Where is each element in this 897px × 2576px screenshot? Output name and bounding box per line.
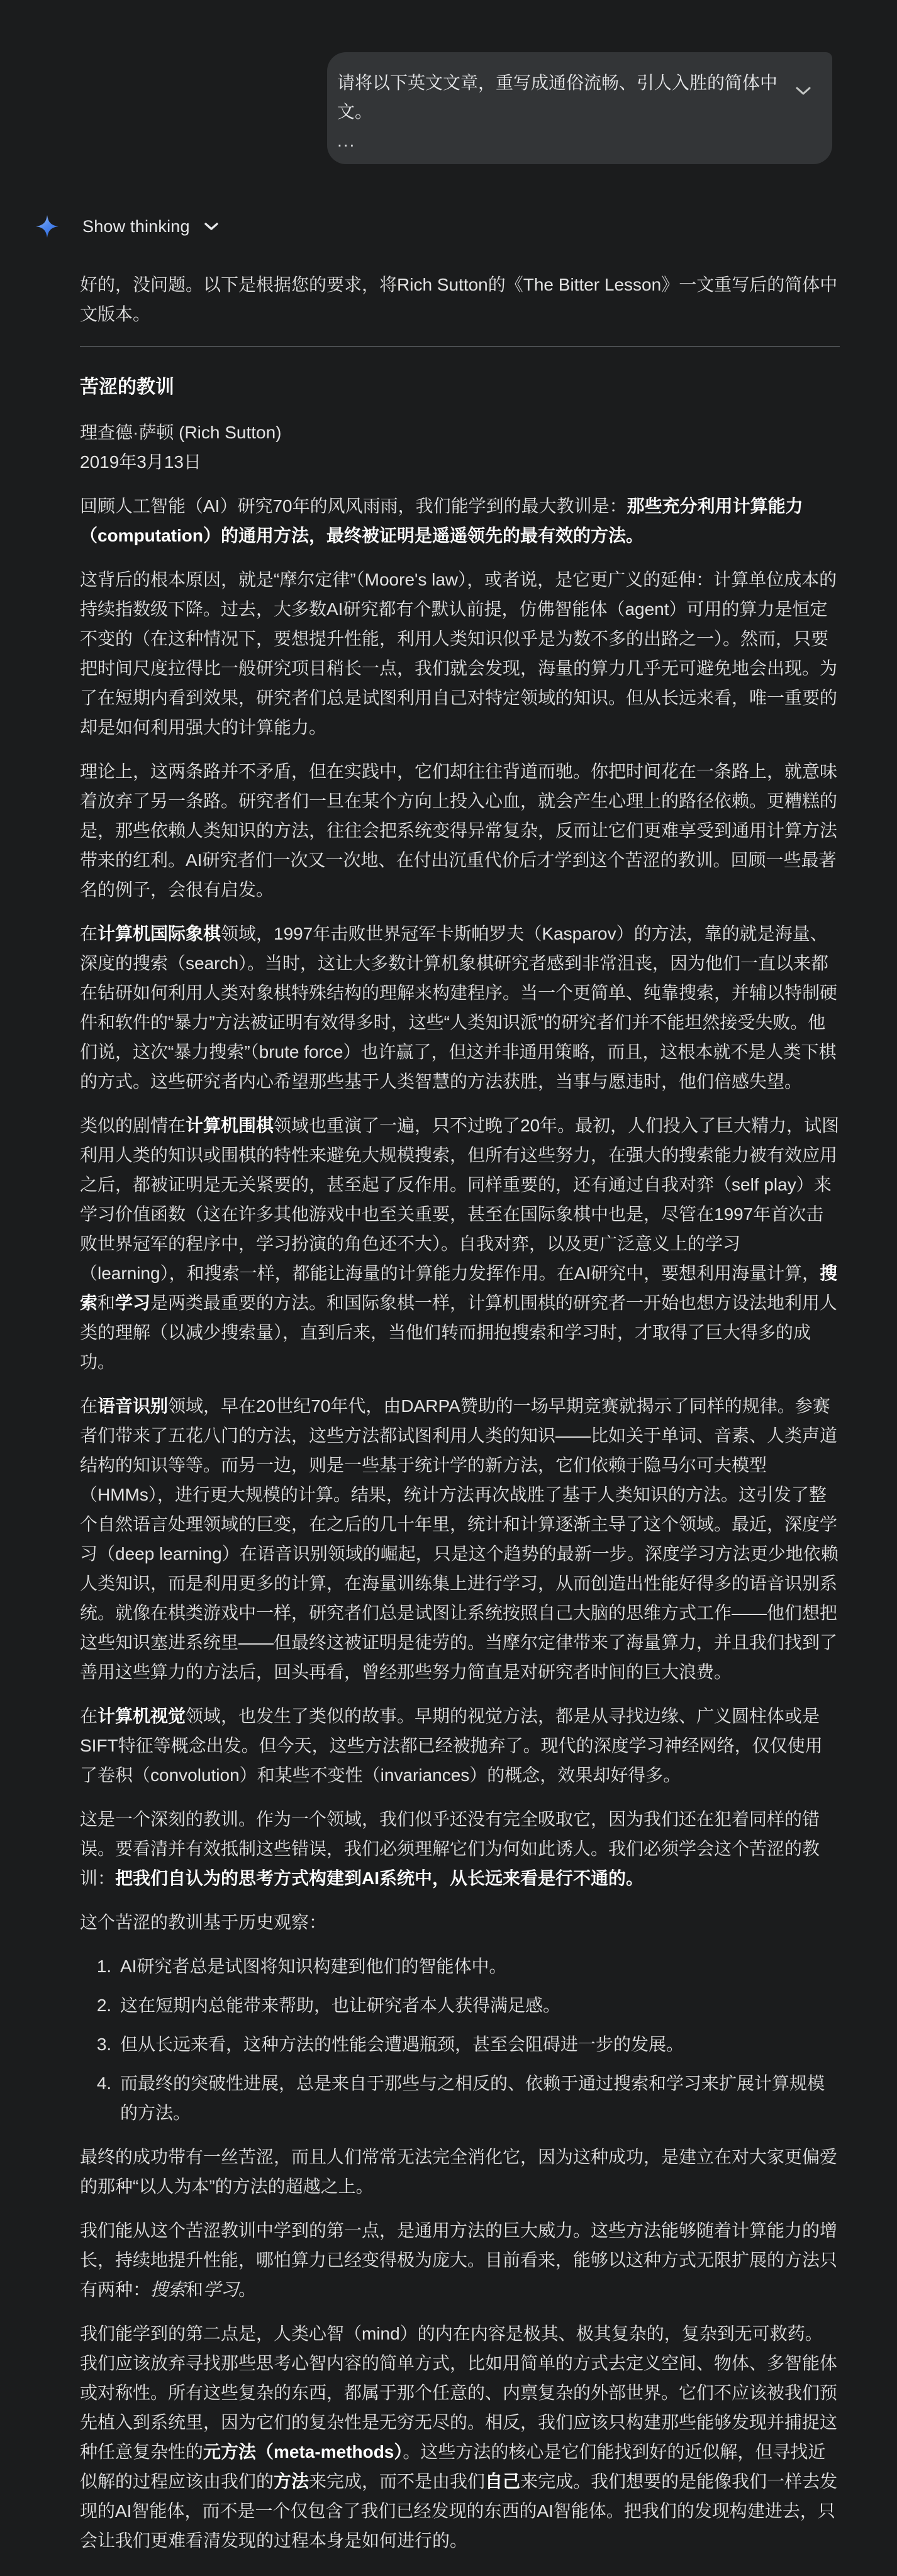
paragraph bbox=[80, 919, 840, 1096]
text-run: 和 bbox=[98, 1293, 116, 1313]
text-run: 领域，早在20世纪70年代，由DARPA赞助的一场早期竞赛就揭示了同样的规律。参赛者们带来了五花八门的方法，这些方法都试图利用人类的知识——比如关于单词、音素、人类声道结构的知识等等。而另一边，则是一些基于统计学的新方法，它们依赖于隐马尔可夫模型（HMMs），进行更大规模的计算。结果，统计方法再次战胜了基于人类知识的方法。这引发了整个自然语言处理领域的巨变，在之后的几十年里，统计和计算逐渐主导了这个领域。最近，深度学习（deep learning）在语音识别领域的崛起，只是这个趋势的最新一步。深度学习方法更少地依赖人类知识，而是利用更多的计算，在海量训练集上进行学习，从而创造出性能好得多的语音识别系统。就像在棋类游戏中一样，研究者们总是试图让系统按照自己大脑的思维方式工作——他们想把这些知识塞进系统里——但最终这被证明是徒劳的。当摩尔定律带来了海量算力，并且我们找到了善用这些算力的方法后，回头再看，曾经那些努力简直是对研究者时间的巨大浪费。 bbox=[80, 1396, 838, 1682]
show-thinking-toggle[interactable] bbox=[58, 217, 219, 236]
text-run: 。 bbox=[238, 2280, 257, 2299]
observations-list bbox=[80, 1951, 840, 2128]
italic-text: 搜索 bbox=[150, 2280, 186, 2299]
text-run: 。这些方法的核心是它们能找到好的近似解，但寻找近似解的过程应该由我们的 bbox=[80, 2442, 826, 2491]
paragraph bbox=[80, 757, 840, 904]
section-divider bbox=[80, 346, 840, 347]
italic-text: 学习 bbox=[203, 2280, 239, 2299]
bold-text: 苦涩的教训 bbox=[80, 377, 174, 397]
text-run: 好的，没问题。以下是根据您的要求，将Rich Sutton的《The Bitter Lesson》一文重写后的简体中文版本。 bbox=[80, 275, 838, 324]
text-run: 领域，1997年击败世界冠军卡斯帕罗夫（Kasparov）的方法，靠的就是海量、深度的搜索（search）。当时，这让大多数计算机象棋研究者感到非常沮丧，因为他们一直以来都在钻研如何利用人类对象棋特殊结构的理解来构建程序。当一个更简单、纯靠搜索，并辅以特制硬件和软件的“暴力”方法被证明有效得多时，这些“人类知识派”的研究者们并不能坦然接受失败。他们说，这次“暴力搜索”（brute force）也许赢了，但这并非通用策略，而且，这根本就不是人类下棋的方式。这些研究者内心希望那些基于人类智慧的方法获胜，当事与愿违时，他们倍感失望。 bbox=[80, 924, 838, 1091]
article-author: 理查德·萨顿 (Rich Sutton) bbox=[80, 423, 282, 442]
bold-text: 那些充分利用计算能力（computation）的通用方法，最终被证明是遥遥领先的最有效的方法。 bbox=[80, 496, 803, 545]
text-run: 在 bbox=[80, 1706, 98, 1726]
article-byline bbox=[80, 418, 840, 477]
text-run: 我们能从这个苦涩教训中学到的第一点，是通用方法的巨大威力。这些方法能够随着计算能力的增长，持续地提升性能，哪怕算力已经变得极为庞大。目前看来，能够以这种方式无限扩展的方法只有两种： bbox=[80, 2221, 838, 2299]
paragraph bbox=[80, 1391, 840, 1687]
text-run: 而最终的突破性进展，总是来自于那些与之相反的、依赖于通过搜索和学习来扩展计算规模的方法。 bbox=[120, 2074, 825, 2123]
bold-text: 方法 bbox=[274, 2472, 309, 2491]
paragraph bbox=[80, 2142, 840, 2201]
user-message-bubble[interactable] bbox=[327, 52, 832, 164]
bold-text: 学习 bbox=[115, 1293, 151, 1313]
text-run: 和 bbox=[186, 2280, 204, 2299]
list-item bbox=[116, 2029, 840, 2059]
bold-text: 把我们自认为的思考方式构建到AI系统中，从长远来看是行不通的。 bbox=[115, 1868, 644, 1888]
text-run: 在 bbox=[80, 924, 98, 943]
paragraph bbox=[80, 1907, 840, 1937]
text-run: 回顾人工智能（AI）研究70年的风风雨雨，我们能学到的最大教训是： bbox=[80, 496, 627, 516]
chevron-down-icon bbox=[795, 86, 811, 96]
show-thinking-label: Show thinking bbox=[82, 216, 190, 236]
bold-text: 自己 bbox=[485, 2472, 521, 2491]
text-run: 在 bbox=[80, 1396, 98, 1416]
text-run: 领域，也发生了类似的故事。早期的视觉方法，都是从寻找边缘、广义圆柱体或是SIFT特征等概念出发。但今天，这些方法都已经被抛弃了。现代的深度学习神经网络，仅仅使用了卷积（convolution）和某些不变性（invariances）的概念，效果却好得多。 bbox=[80, 1706, 823, 1785]
paragraph bbox=[80, 1701, 840, 1790]
user-message-text: 请将以下英文文章，重写成通俗流畅、引人入胜的简体中文。 bbox=[337, 73, 778, 121]
text-run: 来完成，而不是由我们 bbox=[309, 2472, 486, 2491]
bold-text: 元方法（meta-methods） bbox=[203, 2442, 403, 2462]
text-run: 这在短期内总能带来帮助，也让研究者本人获得满足感。 bbox=[120, 1996, 561, 2015]
bold-text: 搜索 bbox=[80, 1263, 838, 1313]
gemini-sparkle-icon bbox=[36, 214, 58, 238]
text-run: 这是一个深刻的教训。作为一个领域，我们似乎还没有完全吸取它，因为我们还在犯着同样的错误。要看清并有效抵制这些错误，我们必须理解它们为何如此诱人。我们必须学会这个苦涩的教训： bbox=[80, 1809, 820, 1888]
text-run: 这个苦涩的教训基于历史观察： bbox=[80, 1913, 327, 1932]
text-run: 我们能学到的第二点是，人类心智（mind）的内在内容是极其、极其复杂的，复杂到无可救药。我们应该放弃寻找那些思考心智内容的简单方式，比如用简单的方式去定义空间、物体、多智能体或对称性。所有这些复杂的东西，都属于那个任意的、内禀复杂的外部世界。它们不应该被我们预先植入到系统里，因为它们的复杂性是无穷无尽的。相反，我们应该只构建那些能够发现并捕捉这种任意复杂性的 bbox=[80, 2324, 838, 2462]
text-run: 类似的剧情在 bbox=[80, 1116, 186, 1135]
model-response-header bbox=[0, 214, 897, 238]
list-item bbox=[116, 2068, 840, 2128]
list-item bbox=[116, 1990, 840, 2020]
article-title bbox=[80, 372, 840, 403]
chevron-down-icon bbox=[204, 222, 219, 231]
paragraph bbox=[80, 491, 840, 550]
paragraph bbox=[80, 270, 840, 329]
text-run: 领域也重演了一遍，只不过晚了20年。最初，人们投入了巨大精力，试图利用人类的知识或围棋的特性来避免大规模搜索，但所有这些努力，在强大的搜索能力被有效应用之后，都被证明是无关紧要的，甚至起了反作用。同样重要的，还有通过自我对弈（self play）来学习价值函数（这在许多其他游戏中也至关重要，甚至在国际象棋中也是，尽管在1997年首次击败世界冠军的程序中，学习扮演的角色还不大）。自我对弈，以及更广泛意义上的学习（learning），和搜索一样，都能让海量的计算能力发挥作用。在AI研究中，要想利用海量计算， bbox=[80, 1116, 840, 1283]
text-run: AI研究者总是试图将知识构建到他们的智能体中。 bbox=[120, 1957, 507, 1976]
text-run: 来完成。我们想要的是能像我们一样去发现的AI智能体，而不是一个仅包含了我们已经发现的东西的AI智能体。把我们的发现构建进去，只会让我们更难看清发现的过程本身是如何进行的。 bbox=[80, 2472, 838, 2550]
article-date: 2019年3月13日 bbox=[80, 452, 202, 472]
bold-text: 语音识别 bbox=[98, 1396, 169, 1416]
text-run: 是两类最重要的方法。和国际象棋一样，计算机围棋的研究者一开始也想方设法地利用人类的理解（以减少搜索量），直到后来，当他们转而拥抱搜索和学习时，才取得了巨大得多的成功。 bbox=[80, 1293, 838, 1372]
paragraph bbox=[80, 1804, 840, 1893]
expand-user-message-button[interactable] bbox=[792, 80, 815, 103]
model-response-content bbox=[80, 270, 840, 2555]
paragraph bbox=[80, 2319, 840, 2555]
text-run: 这背后的根本原因，就是“摩尔定律”（Moore's law），或者说，是它更广义的延伸：计算单位成本的持续指数级下降。过去，大多数AI研究都有个默认前提，仿佛智能体（agent）可用的算力是恒定不变的（在这种情况下，要想提升性能，利用人类知识似乎是为数不多的出路之一）。然而，只要把时间尺度拉得比一般研究项目稍长一点，我们就会发现，海量的算力几乎无可避免地会出现。为了在短期内看到效果，研究者们总是试图利用自己对特定领域的知识。但从长远来看，唯一重要的却是如何利用强大的计算能力。 bbox=[80, 570, 838, 737]
text-run: 但从长远来看，这种方法的性能会遭遇瓶颈，甚至会阻碍进一步的发展。 bbox=[120, 2035, 684, 2054]
text-run: 理论上，这两条路并不矛盾，但在实践中，它们却往往背道而驰。你把时间花在一条路上，就意味着放弃了另一条路。研究者们一旦在某个方向上投入心血，就会产生心理上的路径依赖。更糟糕的是，那些依赖人类知识的方法，往往会把系统变得异常复杂，反而让它们更难享受到通用计算方法带来的红利。AI研究者们一次又一次地、在付出沉重代价后才学到这个苦涩的教训。回顾一些最著名的例子，会很有启发。 bbox=[80, 762, 838, 899]
paragraph bbox=[80, 2216, 840, 2304]
bold-text: 计算机国际象棋 bbox=[98, 924, 221, 943]
bold-text: 计算机围棋 bbox=[186, 1116, 274, 1135]
list-item bbox=[116, 1951, 840, 1981]
bold-text: 计算机视觉 bbox=[98, 1706, 186, 1726]
paragraph bbox=[80, 1111, 840, 1377]
user-message-truncation: ... bbox=[337, 131, 356, 150]
paragraph bbox=[80, 565, 840, 742]
text-run: 最终的成功带有一丝苦涩，而且人们常常无法完全消化它，因为这种成功，是建立在对大家更偏爱的那种“以人为本”的方法的超越之上。 bbox=[80, 2147, 838, 2196]
